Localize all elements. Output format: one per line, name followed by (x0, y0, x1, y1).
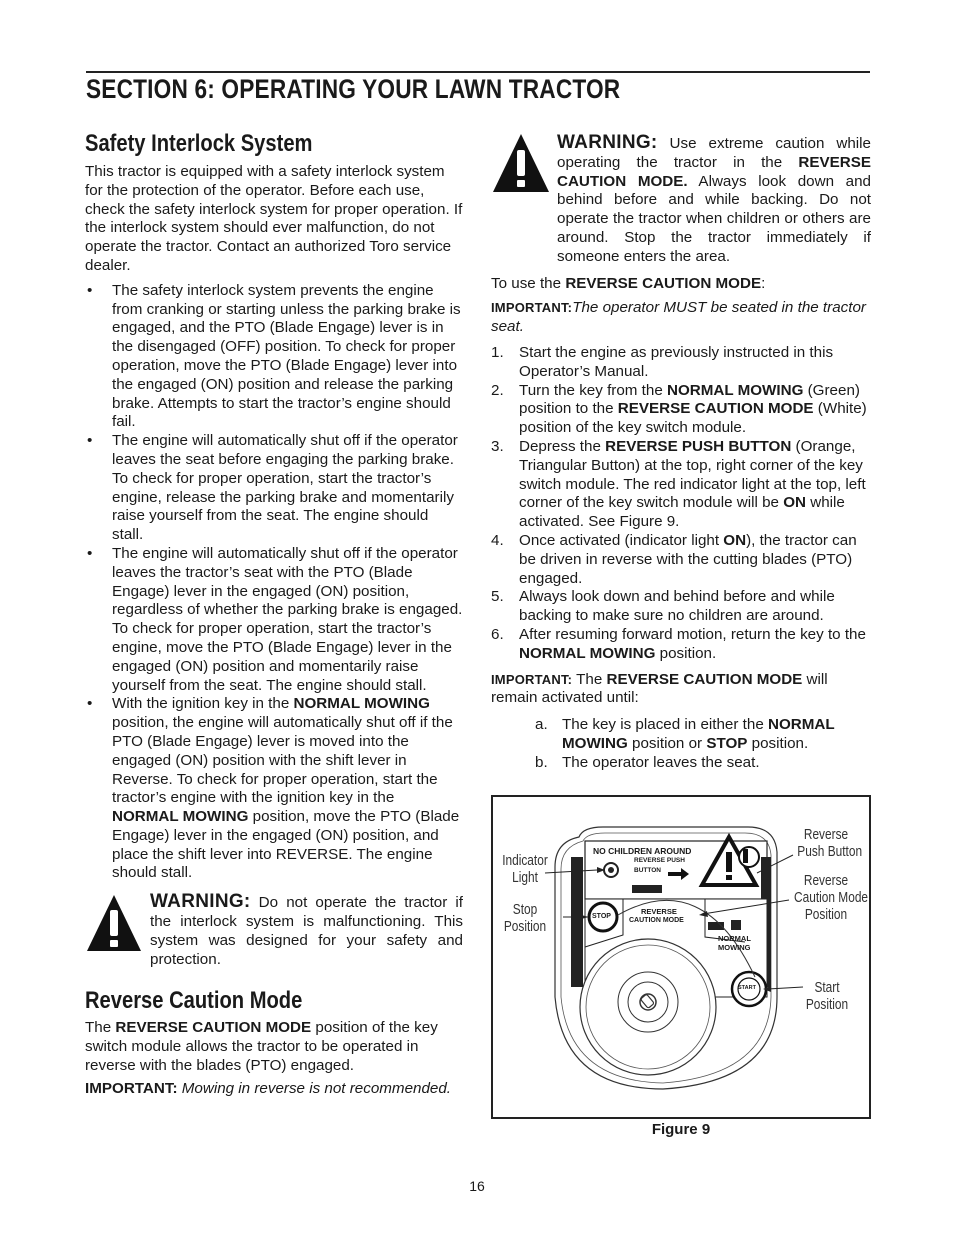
label-reverse-push-button: Reverse Push Button (797, 827, 863, 860)
label-start-position: Start Position (805, 980, 849, 1013)
module-reverse-push-label: REVERSE PUSH (634, 857, 685, 864)
rcm-paragraph: The REVERSE CAUTION MODE position of the key switch module allows the tractor to be operated in reverse with the blades (PTO) engaged. (85, 1019, 438, 1075)
heading-reverse-caution-mode: Reverse Caution Mode (85, 987, 303, 1015)
list-item: 3. Depress the REVERSE PUSH BUTTON (Orange, Triangular Button) at the top, right corner of the key switch module. The red indicator light at the top, left corner of the key switch module will be ON while activated. See Figure 9. (491, 437, 866, 531)
module-caution-mode-label: CAUTION MODE (629, 917, 684, 924)
module-mowing-label: MOWING (718, 943, 751, 952)
list-item: a. The key is placed in either the NORMAL MOWING position or STOP position. (535, 716, 835, 752)
important-remains: IMPORTANT: The REVERSE CAUTION MODE will remain activated until: (491, 670, 828, 707)
label-stop-position: Stop Position (503, 902, 547, 935)
warning-triangle-icon (491, 132, 551, 194)
important-seated: IMPORTANT:The operator MUST be seated in the tractor seat. (491, 299, 866, 336)
module-normal-label: NORMAL (718, 934, 751, 943)
list-item: 5. Always look down and behind before and while backing to make sure no children are around. (491, 588, 835, 625)
module-start-label: START (738, 985, 756, 991)
page-number: 16 (469, 1178, 485, 1194)
section-title: SECTION 6: OPERATING YOUR LAWN TRACTOR (86, 74, 621, 104)
warning-reverse (491, 130, 871, 267)
to-use-line: To use the REVERSE CAUTION MODE: (491, 274, 766, 292)
label-reverse-caution-mode-position: Reverse Caution Mode Position (794, 873, 869, 923)
steps-list (491, 344, 871, 664)
label-indicator-light: Indicator Light (502, 853, 548, 886)
warning-text: WARNING: Use extreme caution while operating the tractor in the REVERSE CAUTION MODE. Always look down and behind before and while backing. Do not operate the tractor when children or others are around. Stop the tractor immediately if someone enters the area. (557, 132, 872, 265)
figure-box (491, 795, 871, 1119)
left-column (85, 130, 463, 1099)
warning-interlock (85, 893, 463, 969)
right-column (491, 130, 871, 773)
heading-safety-interlock: Safety Interlock System (85, 130, 313, 157)
top-rule (86, 71, 870, 73)
list-item: • The safety interlock system prevents the engine from cranking or starting unless the parking brake is engaged, and the PTO (Blade Engage) lever is in the disengaged (OFF) position. To check for proper operation, move the PTO (Blade Engage) lever into the engaged (ON) position and release the parking brake. Attempts to start the tractor’s engine should fail. (85, 282, 463, 432)
list-item: 2. Turn the key from the NORMAL MOWING (Green) position to the REVERSE CAUTION MODE (White) position of the key switch module. (491, 381, 867, 437)
warning-triangle-icon (85, 893, 143, 953)
intro-paragraph: This tractor is equipped with a safety interlock system for the protection of the operator. Before each use, check the safety interlock system for proper operation. If the interlock system should ever malfunction, do not operate the tractor. Contact an authorized Toro service dealer. (85, 163, 463, 274)
list-item: 1. Start the engine as previously instructed in this Operator’s Manual. (491, 343, 834, 380)
figure-caption: Figure 9 (651, 1121, 711, 1138)
module-no-children-label: NO CHILDREN AROUND (593, 846, 692, 856)
interlock-bullets (85, 282, 463, 884)
conditions-list (491, 716, 871, 772)
list-item: 4. Once activated (indicator light ON), the tractor can be driven in reverse with the cutting blades (PTO) engaged. (491, 531, 857, 587)
module-button-label: BUTTON (634, 867, 661, 874)
list-item: • The engine will automatically shut off if the operator leaves the seat before engaging the parking brake. To check for proper operation, start the tractor’s engine, release the parking brake and momentarily raise yourself from the seat. The engine should stall. (85, 432, 463, 545)
list-item: b. The operator leaves the seat. (535, 753, 760, 771)
list-item: • The engine will automatically shut off if the operator leaves the tractor’s seat with the PTO (Blade Engage) lever in the engaged (ON) position, regardless of whether the parking brake is engaged. To check for proper operation, start the tractor’s engine, move the PTO (Blade Engage) lever in the engaged (ON) position and momentarily raise yourself from the seat. The engine should stall. (85, 545, 463, 695)
warning-text: WARNING: Do not operate the tractor if the interlock system is malfunctioning. This system was designed for your safety and protection. (150, 891, 463, 968)
module-reverse-label: REVERSE (641, 907, 677, 916)
list-item: 6. After resuming forward motion, return the key to the NORMAL MOWING position. (491, 625, 866, 662)
important-note: IMPORTANT: Mowing in reverse is not recommended. (85, 1079, 452, 1097)
module-stop-label: STOP (592, 913, 611, 920)
list-item: • With the ignition key in the NORMAL MOWING position, the engine will automatically shut off if the PTO (Blade Engage) lever is moved into the engaged (ON) position with the shift lever in Reverse. To check for proper operation, start the tractor’s engine with the ignition key in the NORMAL MOWING position, move the PTO (Blade Engage) lever in the engaged (ON) position, and place the shift lever into REVERSE. The engine should stall. (85, 695, 463, 883)
